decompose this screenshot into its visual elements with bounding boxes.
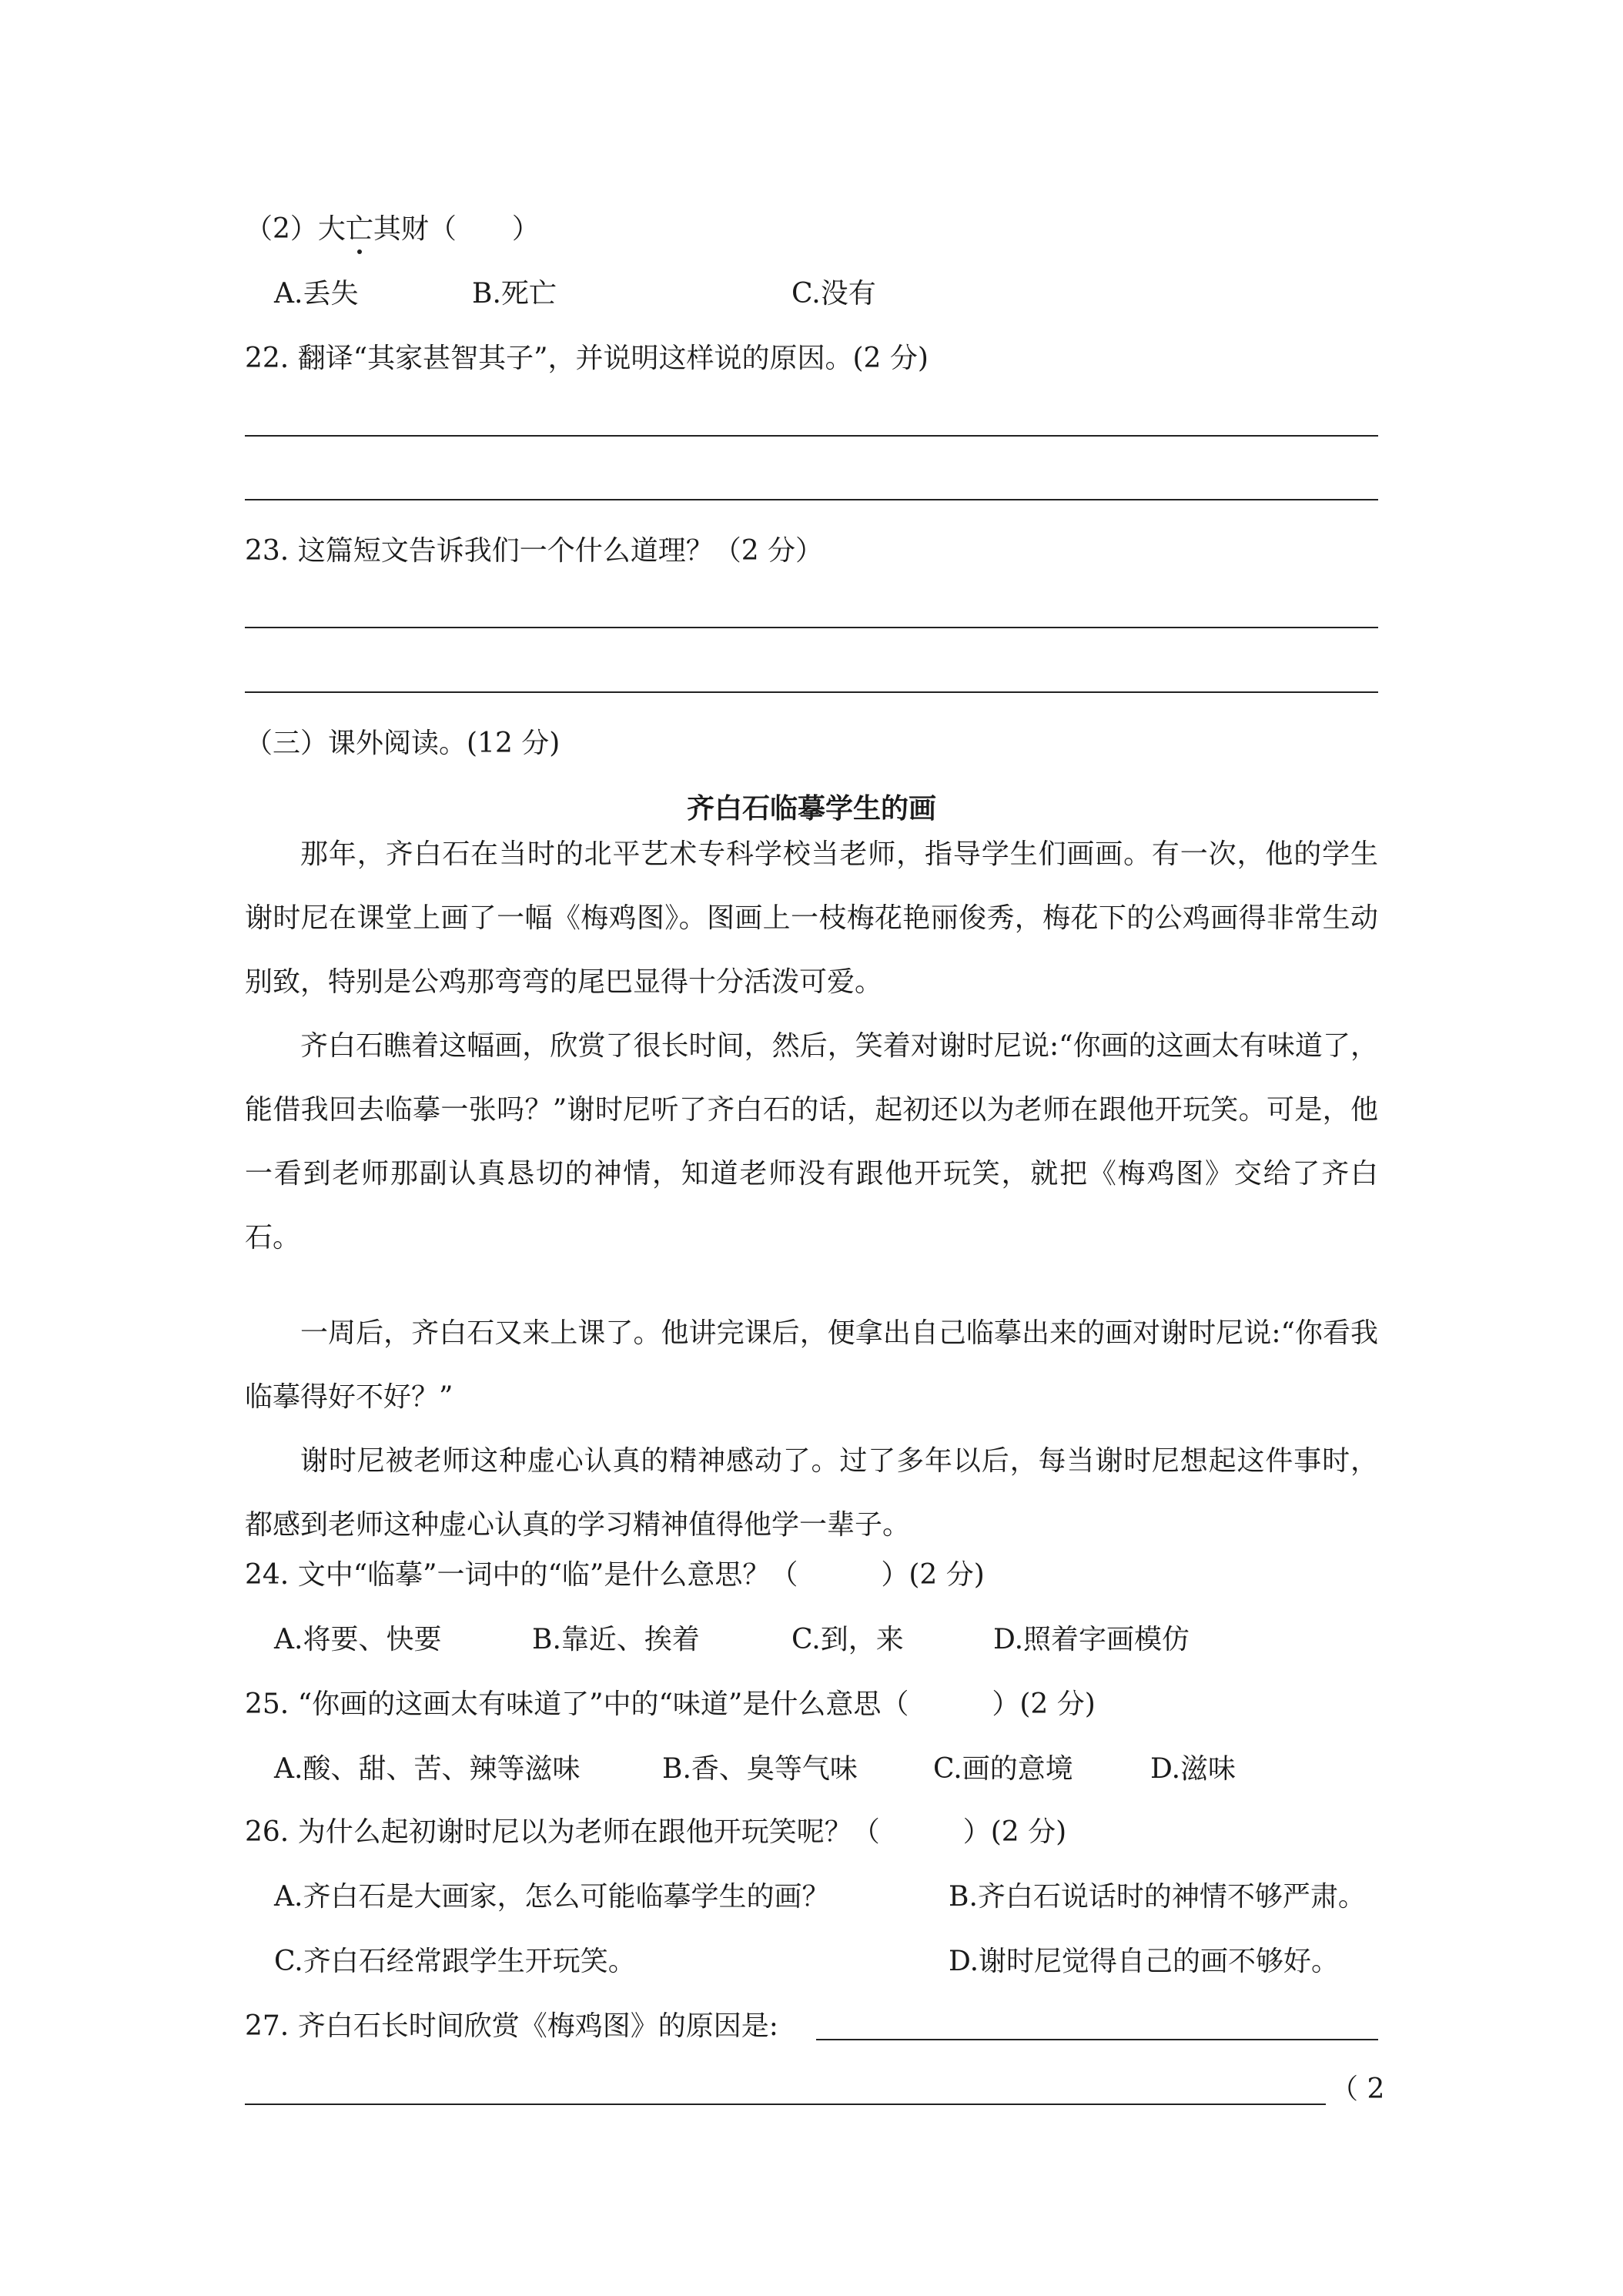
option-b: B.死亡 <box>472 278 557 310</box>
option-d: D.滋味 <box>1150 1753 1236 1785</box>
question-23: 23. 这篇短文告诉我们一个什么道理？（2 分） <box>245 535 824 567</box>
option-a: A.齐白石是大画家，怎么可能临摹学生的画？ <box>274 1881 830 1913</box>
answer-line <box>245 499 1378 500</box>
option-b: B.香、臭等气味 <box>662 1753 858 1785</box>
passage-title: 齐白石临摹学生的画 <box>686 792 936 825</box>
option-a: A.将要、快要 <box>274 1624 442 1655</box>
option-c: C.齐白石经常跟学生开玩笑。 <box>274 1946 636 1977</box>
passage-paragraph: 一周后，齐白石又来上课了。他讲完课后，便拿出自己临摹出来的画对谢时尼说:“你看我临摹得好不好？” <box>245 1317 1378 1413</box>
option-d: D.照着字画模仿 <box>993 1624 1190 1655</box>
answer-line <box>245 691 1378 693</box>
option-d: D.谢时尼觉得自己的画不够好。 <box>949 1946 1340 1977</box>
question-27: 27. 齐白石长时间欣赏《梅鸡图》的原因是: <box>245 2010 778 2042</box>
question-26: 26. 为什么起初谢时尼以为老师在跟他开玩笑呢？（ ）(2 分) <box>245 1816 1067 1848</box>
passage-paragraph: 谢时尼被老师这种虚心认真的精神感动了。过了多年以后，每当谢时尼想起这件事时，都感到老师这种虚心认真的学习精神值得他学一辈子。 <box>245 1445 1378 1541</box>
question-25: 25. “你画的这画太有味道了”中的“味道”是什么意思（ ）(2 分) <box>245 1689 1096 1720</box>
question-21-2: （2）大亡其财（ ） <box>245 211 540 248</box>
answer-line <box>816 2039 1378 2040</box>
passage-paragraph: 齐白石瞧着这幅画，欣赏了很长时间，然后，笑着对谢时尼说:“你画的这画太有味道了，能借我回去临摹一张吗？”谢时尼听了齐白石的话，起初还以为老师在跟他开玩笑。可是，他一看到老师那副认真恳切的神情，知道老师没有跟他开玩笑，就把《梅鸡图》交给了齐白石。 <box>245 1030 1378 1253</box>
emphasis-dot-char: 亡 <box>346 211 373 248</box>
question-24: 24. 文中“临摹”一词中的“临”是什么意思？（ ）(2 分) <box>245 1559 985 1591</box>
section-heading: （三）课外阅读。(12 分) <box>245 728 561 759</box>
page-tail: （ 2 <box>1330 2073 1385 2105</box>
answer-line <box>245 2104 1326 2105</box>
option-c: C.没有 <box>791 278 876 310</box>
question-22: 22. 翻译“其家甚智其子”，并说明这样说的原因。(2 分) <box>245 343 929 374</box>
option-b: B.靠近、挨着 <box>532 1624 700 1655</box>
option-a: A.丢失 <box>274 278 359 310</box>
option-c: C.到，来 <box>791 1624 904 1655</box>
option-b: B.齐白石说话时的神情不够严肃。 <box>949 1881 1366 1913</box>
answer-line <box>245 627 1378 628</box>
option-a: A.酸、甜、苦、辣等滋味 <box>274 1753 581 1785</box>
option-c: C.画的意境 <box>933 1753 1073 1785</box>
passage-paragraph: 那年，齐白石在当时的北平艺术专科学校当老师，指导学生们画画。有一次，他的学生谢时尼在课堂上画了一幅《梅鸡图》。图画上一枝梅花艳丽俊秀，梅花下的公鸡画得非常生动别致，特别是公鸡那弯弯的尾巴显得十分活泼可爱。 <box>245 838 1378 998</box>
answer-line <box>245 435 1378 437</box>
